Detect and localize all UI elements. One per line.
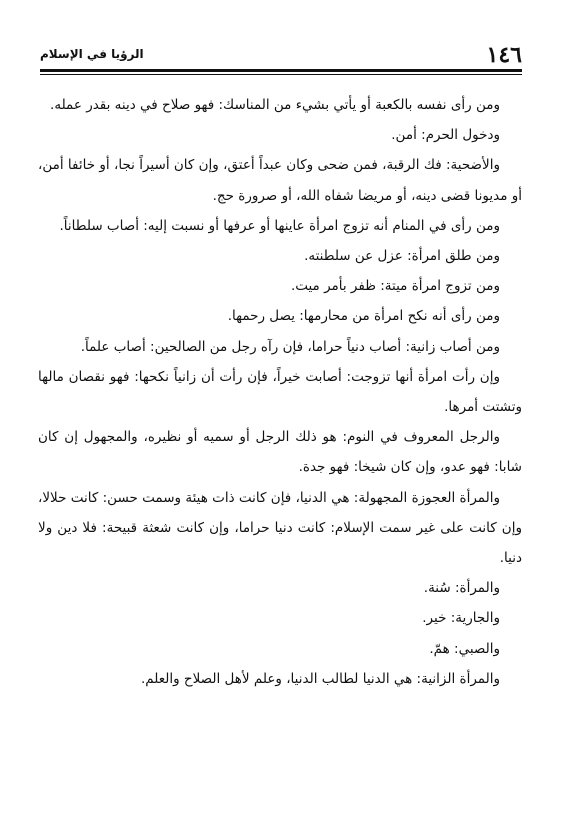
paragraph-kaaba: ومن رأى نفسه بالكعبة أو يأتي بشيء من المناسك: فهو صلاح في دينه بقدر عمله. (50, 97, 500, 113)
paragraph-old-woman: والمرأة العجوزة المجهولة: هي الدنيا، فإن كانت ذات هيئة وسمت حسن: كانت حلالا، وإن كانت على غير سمت الإسلام: كانت دنيا حراما، وإن كانت شعثة قبيحة: فلا دين ولا دنيا. (38, 489, 522, 567)
paragraph-haram: ودخول الحرم: أمن. (391, 127, 500, 144)
paragraph-marriage: ومن رأى في المنام أنه تزوج امرأة عاينها أو عرفها أو نسبت إليه: أصاب سلطاناً. (59, 217, 500, 234)
header-rule-thick (40, 69, 522, 72)
paragraph-boy: والصبي: همّ. (429, 640, 500, 657)
page-number: ١٤٦ (486, 42, 522, 68)
paragraph-udhiya: والأضحية: فك الرقبة، فمن ضحى وكان عبداً أعتق، وإن كان أسيراً نجا، أو خائفا أمن، أو مديونا قضى دينه، أو مريضا شفاه الله، أو صرورة حج. (38, 157, 522, 204)
paragraph-mahram: ومن رأى أنه نكح امرأة من محارمها: يصل رحمها. (227, 308, 500, 325)
paragraph-divorce: ومن طلق امرأة: عزل عن سلطنته. (304, 248, 500, 265)
paragraph-zaniya: ومن أصاب زانية: أصاب دنياً حراما، فإن رآه رجل من الصالحين: أصاب علماً. (80, 338, 500, 355)
paragraph-girl: والجارية: خير. (422, 610, 500, 627)
paragraph-dead-wife: ومن تزوج امرأة ميتة: ظفر بأمر ميت. (290, 278, 500, 295)
body-text (38, 90, 522, 694)
paragraph-adulteress: والمرأة الزانية: هي الدنيا لطالب الدنيا، وعلم لأهل الصلاح والعلم. (140, 670, 500, 687)
paragraph-known-man: والرجل المعروف في النوم: هو ذلك الرجل أو سميه أو نظيره، والمجهول إن كان شابا: فهو عدو، وإن كان شيخا: فهو جدة. (38, 429, 522, 476)
paragraph-woman-married: وإن رأت امرأة أنها تزوجت: أصابت خيراً، فإن رأت أن زانياً نكحها: فهو نقصان مالها وتشتت أمرها. (38, 368, 522, 416)
paragraph-woman: والمرأة: سُنة. (423, 580, 500, 597)
page-header (40, 44, 522, 68)
header-rule-thin (40, 74, 522, 75)
running-title: الرؤيا في الإسلام (40, 47, 144, 61)
